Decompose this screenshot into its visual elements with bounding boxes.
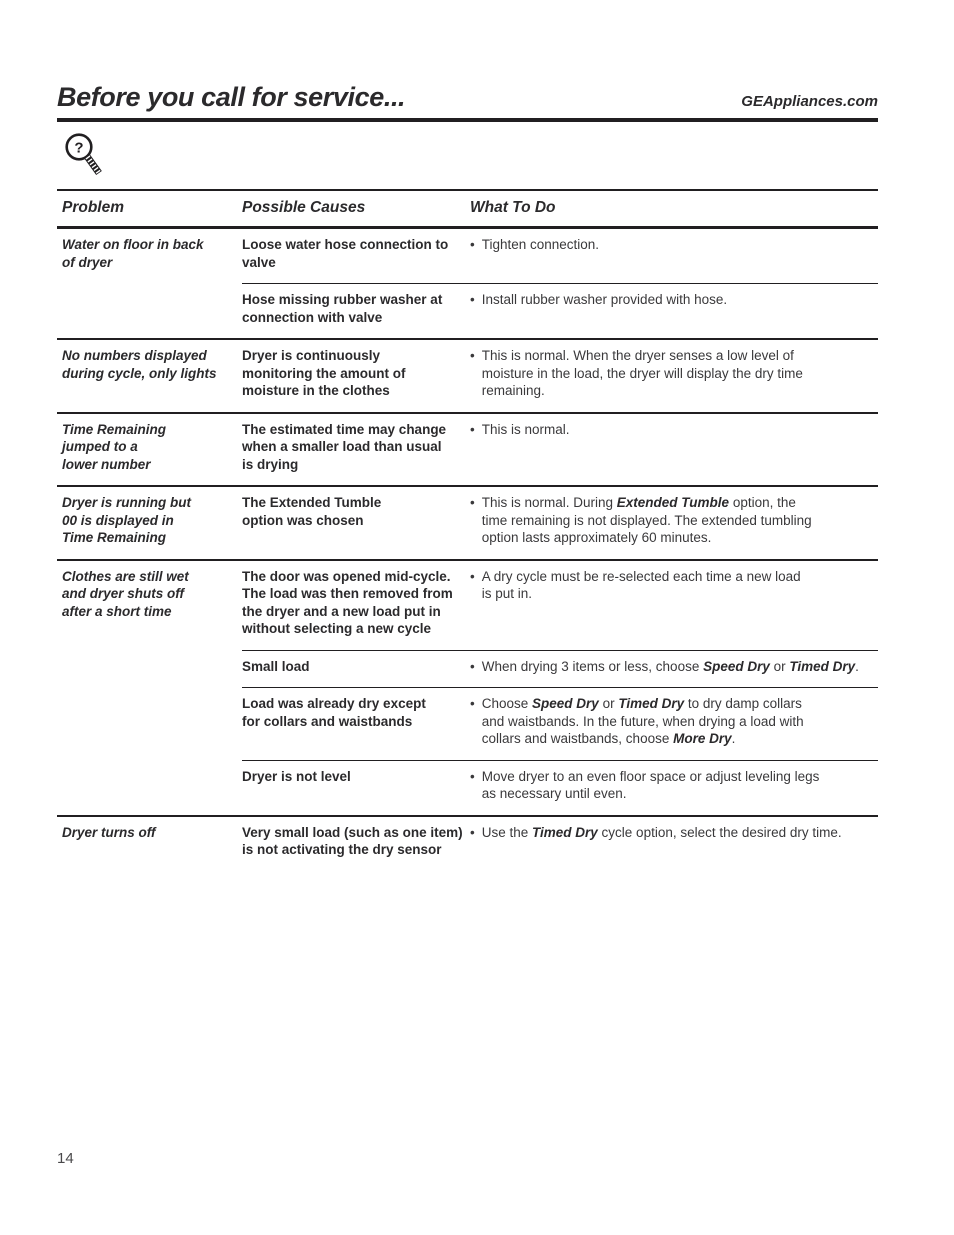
emphasized-term: Timed Dry	[532, 824, 598, 840]
table-group	[57, 412, 878, 486]
table-row	[242, 561, 878, 650]
svg-text:?: ?	[74, 139, 84, 157]
column-header-problem: Problem	[62, 199, 125, 216]
todo-text: Install rubber washer provided with hose.	[481, 292, 728, 307]
problem-cell: No numbers displayed during cycle, only lights	[62, 348, 217, 381]
table-row	[242, 340, 878, 412]
table-row	[242, 487, 878, 559]
group-rows	[242, 817, 878, 871]
problem-cell: Dryer turns off	[62, 824, 156, 840]
todo-cell	[470, 494, 878, 547]
bullet-marker: •	[470, 348, 475, 363]
todo-cell	[470, 291, 878, 326]
todo-cell	[470, 347, 878, 400]
problem-cell: Time Remaining jumped to a lower number	[62, 421, 167, 472]
group-rows	[242, 340, 878, 412]
problem-cell: Water on floor in back of dryer	[62, 237, 204, 270]
table-row	[242, 760, 878, 815]
table-row	[242, 229, 878, 283]
page-title: Before you call for service...	[57, 82, 406, 112]
problem-cell: Dryer is running but 00 is displayed in Time Remaining	[62, 495, 192, 545]
todo-cell	[470, 236, 878, 271]
site-link: GEAppliances.com	[741, 93, 878, 110]
cause-cell: Load was already dry except for collars and waistbands	[242, 696, 426, 729]
table-row	[242, 283, 878, 338]
cause-cell: Dryer is not level	[242, 768, 351, 784]
todo-cell	[470, 824, 878, 859]
todo-cell	[470, 421, 878, 474]
cause-cell: Small load	[242, 658, 310, 674]
emphasized-term: Speed Dry	[703, 658, 770, 674]
bullet-marker: •	[470, 696, 475, 711]
todo-text: When drying 3 items or less, choose Speed Dry or Timed Dry.	[481, 658, 859, 674]
emphasized-term: Timed Dry	[618, 696, 685, 711]
cause-cell: The Extended Tumble option was chosen	[242, 495, 382, 528]
todo-text: Use the Timed Dry cycle option, select the desired dry time.	[481, 824, 842, 840]
magnifier-question-icon	[59, 131, 878, 183]
group-rows	[242, 561, 878, 815]
todo-text: This is normal. During Extended Tumble option, the time remaining is not displayed. The extended tumbling option lasts approximately 60 minutes.	[481, 495, 812, 545]
table-row	[242, 414, 878, 486]
masthead	[57, 82, 878, 113]
table-body	[57, 229, 878, 871]
emphasized-term: Speed Dry	[532, 696, 599, 711]
bullet-marker: •	[470, 568, 475, 584]
bullet-marker: •	[470, 237, 475, 252]
todo-cell	[470, 768, 878, 803]
todo-text: A dry cycle must be re-selected each time a new load is put in.	[481, 568, 801, 601]
table-group	[57, 229, 878, 338]
cause-cell: Hose missing rubber washer at connection with valve	[242, 292, 443, 325]
troubleshooting-table	[57, 189, 878, 871]
cause-cell: Loose water hose connection to valve	[242, 237, 449, 270]
table-group	[57, 338, 878, 412]
todo-cell	[470, 658, 878, 676]
page-number: 14	[57, 1150, 74, 1167]
todo-cell	[470, 695, 878, 748]
group-rows	[242, 414, 878, 486]
cause-cell: The estimated time may change when a smaller load than usual is drying	[242, 421, 447, 472]
table-row	[242, 687, 878, 760]
page-content	[57, 82, 878, 871]
column-header-possible-causes: Possible Causes	[242, 199, 366, 216]
group-rows	[242, 229, 878, 338]
todo-text: This is normal. When the dryer senses a low level of moisture in the load, the dryer will display the dry time remaining.	[481, 348, 803, 398]
group-rows	[242, 487, 878, 559]
bullet-marker: •	[470, 768, 475, 784]
todo-text: Move dryer to an even floor space or adjust leveling legs as necessary until even.	[481, 768, 820, 801]
bullet-marker: •	[470, 658, 475, 674]
table-group	[57, 815, 878, 871]
table-group	[57, 485, 878, 559]
table-header-row	[57, 189, 878, 229]
emphasized-term: More Dry	[673, 731, 732, 746]
bullet-marker: •	[470, 495, 475, 510]
cause-cell: Very small load (such as one item) is not activating the dry sensor	[242, 824, 463, 857]
todo-text: Tighten connection.	[481, 237, 600, 252]
table-group	[57, 559, 878, 815]
title-rule	[57, 118, 878, 122]
problem-cell: Clothes are still wet and dryer shuts off after a short time	[62, 568, 189, 619]
emphasized-term: Extended Tumble	[616, 495, 730, 510]
todo-text: Choose Speed Dry or Timed Dry to dry damp collars and waistbands. In the future, when drying a load with collars and waistbands, choose More Dry.	[481, 696, 804, 746]
column-header-what-to-do: What To Do	[470, 199, 556, 216]
todo-text: This is normal.	[481, 421, 570, 437]
emphasized-term: Timed Dry	[789, 658, 856, 674]
bullet-marker: •	[470, 421, 475, 437]
todo-cell	[470, 568, 878, 638]
cause-cell: Dryer is continuously monitoring the amount of moisture in the clothes	[242, 348, 406, 398]
cause-cell: The door was opened mid-cycle. The load was then removed from the dryer and a new load put in without selecting a new cycle	[242, 568, 453, 636]
bullet-marker: •	[470, 292, 475, 307]
bullet-marker: •	[470, 824, 475, 840]
table-row	[242, 817, 878, 871]
table-row	[242, 650, 878, 688]
